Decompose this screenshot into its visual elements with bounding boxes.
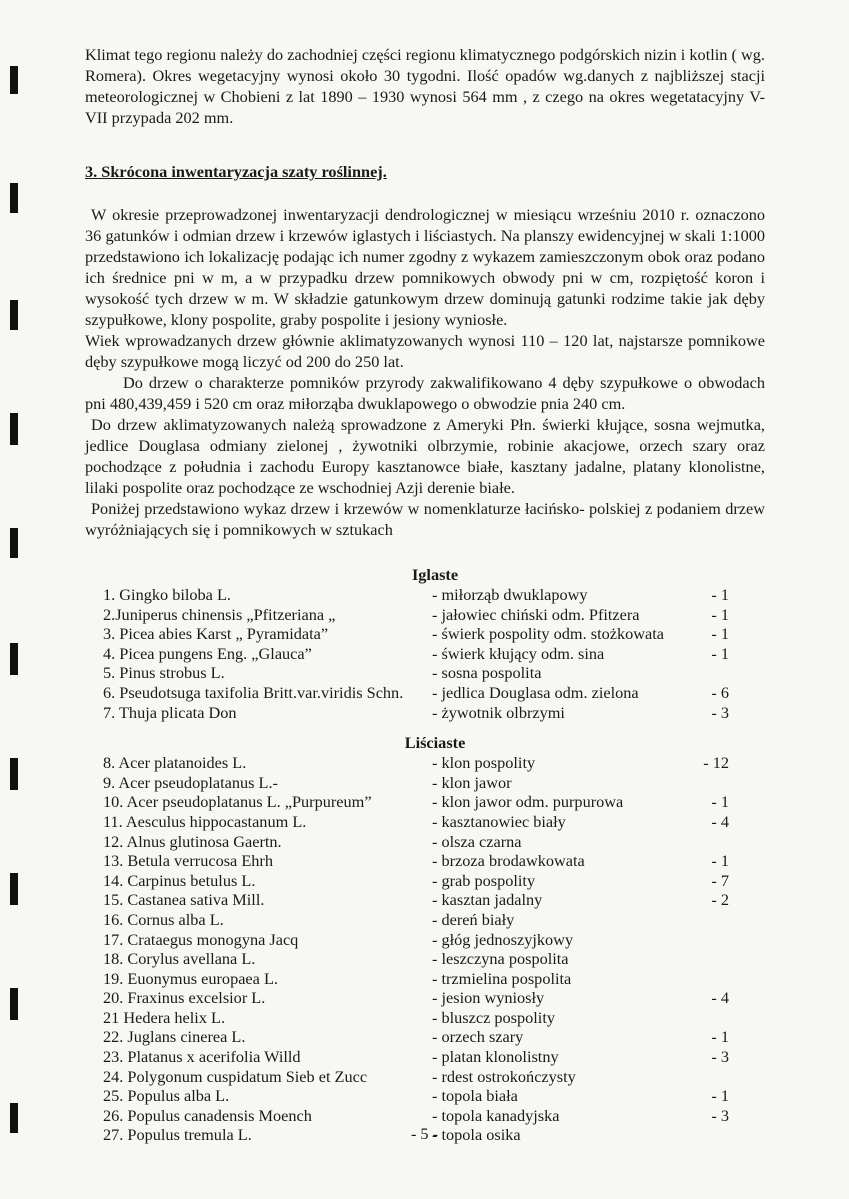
polish-name: - miłorząb dwuklapowy: [432, 585, 588, 604]
polish-name: - orzech szary: [432, 1027, 524, 1047]
polish-name: - olsza czarna: [432, 831, 522, 851]
polish-name: - klon pospolity: [432, 753, 536, 773]
list-item: [85, 910, 765, 930]
latin-name: 18. Corylus avellana L.: [103, 949, 256, 969]
list-item: [85, 871, 765, 891]
latin-name: 21 Hedera helix L.: [103, 1007, 226, 1027]
tree-count: - 1: [711, 585, 729, 604]
list-item: [85, 663, 765, 683]
tree-count: - 3: [711, 1105, 729, 1125]
tree-count: - 4: [711, 811, 729, 831]
document-page: [85, 44, 765, 1145]
list-item: [85, 1086, 765, 1106]
polish-name: - klon jawor: [432, 772, 512, 792]
tree-count: - 12: [703, 753, 729, 773]
polish-name: - dereń biały: [432, 909, 515, 929]
polish-name: - żywotnik olbrzymi: [432, 702, 565, 722]
latin-name: 12. Alnus glutinosa Gaertn.: [103, 831, 282, 851]
polish-name: - świerk kłujący odm. sina: [432, 643, 605, 663]
list-item: [85, 832, 765, 852]
latin-name: 25. Populus alba L.: [103, 1086, 230, 1106]
list-item: [85, 585, 765, 605]
list-intro-paragraph: Poniżej przedstawiono wykaz drzew i krzewów w nomenklaturze łacińsko- polskiej z podaniem drzew wyróżniających się i pomnikowych w sztukach: [85, 499, 765, 539]
list-item: [85, 1008, 765, 1028]
binder-mark: [10, 988, 18, 1020]
tree-count: - 1: [711, 1027, 729, 1047]
latin-name: 3. Picea abies Karst „ Pyramidata”: [103, 624, 329, 644]
list-item: [85, 683, 765, 703]
binder-mark: [10, 183, 18, 213]
latin-name: 9. Acer pseudoplatanus L.-: [103, 772, 278, 792]
latin-name: 14. Carpinus betulus L.: [103, 870, 256, 890]
latin-name: 17. Crataegus monogyna Jacq: [103, 929, 299, 949]
latin-name: 22. Juglans cinerea L.: [103, 1027, 246, 1047]
latin-name: 2.Juniperus chinensis „Pfitzeriana „: [103, 604, 336, 624]
list-item: [85, 969, 765, 989]
list-item: [85, 1047, 765, 1067]
deciduous-title: Liściaste: [404, 733, 466, 753]
tree-count: - 3: [711, 1047, 729, 1067]
latin-name: 23. Platanus x acerifolia Willd: [103, 1047, 301, 1067]
latin-name: 15. Castanea sativa Mill.: [103, 890, 265, 910]
polish-name: - grab pospolity: [432, 870, 536, 890]
latin-name: 4. Picea pungens Eng. „Glauca”: [103, 643, 312, 663]
tree-count: - 1: [711, 624, 729, 644]
polish-name: - głóg jednoszyjkowy: [432, 929, 574, 949]
latin-name: 8. Acer platanoides L.: [103, 753, 247, 773]
tree-count: - 1: [711, 604, 729, 624]
monuments-paragraph: Do drzew o charakterze pomników przyrody zakwalifikowano 4 dęby szypułkowe o obwodach pni 480,439,459 i 520 cm oraz miłorząba dwuklapowego o obwodzie pnia 240 cm.: [85, 373, 765, 413]
polish-name: - trzmielina pospolita: [432, 968, 572, 988]
list-item: [85, 624, 765, 644]
list-item: [85, 644, 765, 664]
latin-name: 11. Aesculus hippocastanum L.: [103, 811, 307, 831]
latin-name: 1. Gingko biloba L.: [103, 585, 231, 604]
binder-mark: [10, 66, 18, 94]
list-item: [85, 753, 765, 773]
polish-name: - kasztanowiec biały: [432, 811, 566, 831]
polish-name: - kasztan jadalny: [432, 890, 543, 910]
conifers-list: [85, 585, 765, 722]
list-item: [85, 605, 765, 625]
latin-name: 7. Thuja plicata Don: [103, 702, 237, 722]
list-item: [85, 930, 765, 950]
binder-mark: [10, 873, 18, 905]
page-number: - 5 -: [410, 1124, 439, 1143]
latin-name: 27. Populus tremula L.: [103, 1125, 252, 1145]
tree-count: - 1: [711, 851, 729, 871]
climate-paragraph: Klimat tego regionu należy do zachodniej części regionu klimatycznego podgórskich nizin i kotlin ( wg. Romera). Okres wegetacyjny wynosi około 30 tygodni. Ilość opadów wg.danych z najbliższej stacji meteorologicznej w Chobieni z lat 1890 – 1930 wynosi 564 mm , z czego na okres wegetatacyjny V- VII przypada 202 mm.: [85, 45, 765, 127]
conifers-title: Iglaste: [411, 565, 459, 584]
polish-name: - topola osika: [432, 1125, 521, 1145]
polish-name: - platan klonolistny: [432, 1047, 559, 1067]
latin-name: 20. Fraxinus excelsior L.: [103, 988, 266, 1008]
latin-name: 16. Cornus alba L.: [103, 909, 224, 929]
polish-name: - jesion wyniosły: [432, 988, 545, 1008]
list-item: [85, 703, 765, 723]
list-item: [85, 812, 765, 832]
binder-mark: [10, 300, 18, 330]
list-item: [85, 949, 765, 969]
polish-name: - jałowiec chiński odm. Pfitzera: [432, 604, 640, 624]
tree-count: - 1: [711, 643, 729, 663]
latin-name: 24. Polygonum cuspidatum Sieb et Zucc: [103, 1066, 368, 1086]
age-paragraph: Wiek wprowadzanych drzew głównie aklimatyzowanych wynosi 110 – 120 lat, najstarsze pomnikowe dęby szypułkowe mogą liczyć od 200 do 250 lat.: [85, 331, 765, 371]
polish-name: - bluszcz pospolity: [432, 1007, 555, 1027]
tree-count: - 7: [711, 870, 729, 890]
polish-name: - topola kanadyjska: [432, 1105, 560, 1125]
binder-mark: [10, 643, 18, 675]
deciduous-list: [85, 753, 765, 1145]
polish-name: - sosna pospolita: [432, 663, 542, 683]
latin-name: 5. Pinus strobus L.: [103, 663, 225, 683]
latin-name: 19. Euonymus europaea L.: [103, 968, 278, 988]
list-item: [85, 1027, 765, 1047]
tree-count: - 3: [711, 702, 729, 722]
list-item: [85, 1067, 765, 1087]
latin-name: 13. Betula verrucosa Ehrh: [103, 851, 273, 871]
list-item: [85, 851, 765, 871]
tree-count: - 1: [711, 792, 729, 812]
latin-name: 26. Populus canadensis Moench: [103, 1105, 312, 1125]
list-item: [85, 890, 765, 910]
tree-count: - 2: [711, 890, 729, 910]
binder-mark: [10, 528, 18, 558]
acclimatized-paragraph: Do drzew aklimatyzowanych należą sprowadzone z Ameryki Płn. świerki kłujące, sosna wejmutka, jedlice Douglasa odmiany zielonej , żywotniki olbrzymie, robinie akacjowe, orzech szary oraz pochodzące z południa i zachodu Europy kasztanowce białe, kasztany jadalne, platany klonolistne, lilaki pospolite oraz pochodzące ze wschodniej Azji derenie białe.: [85, 415, 765, 497]
section-heading: 3. Skrócona inwentaryzacja szaty roślinnej.: [85, 162, 387, 181]
latin-name: 10. Acer pseudoplatanus L. „Purpureum”: [103, 792, 372, 812]
polish-name: - klon jawor odm. purpurowa: [432, 792, 624, 812]
list-item: [85, 792, 765, 812]
list-item: [85, 773, 765, 793]
polish-name: - topola biała: [432, 1086, 518, 1106]
polish-name: - świerk pospolity odm. stożkowata: [432, 624, 664, 644]
binder-mark: [10, 758, 18, 790]
polish-name: - rdest ostrokończysty: [432, 1066, 576, 1086]
polish-name: - leszczyna pospolita: [432, 949, 569, 969]
tree-count: - 6: [711, 682, 729, 702]
tree-count: - 4: [711, 988, 729, 1008]
list-item: [85, 1106, 765, 1126]
inventory-paragraph: W okresie przeprowadzonej inwentaryzacji dendrologicznej w miesiącu wrześniu 2010 r. oznaczono 36 gatunków i odmian drzew i krzewów iglastych i liściastych. Na planszy ewidencyjnej w skali 1:1000 przedstawiono ich lokalizację podając ich numer zgodny z wykazem zamieszczonym obok oraz podano ich średnice pni w m, a w przypadku drzew pomnikowych obwody pni w cm, rozpiętość koron i wysokość tych drzew w m. W składzie gatunkowym drzew dominują gatunki rodzime takie jak dęby szypułkowe, klony pospolite, graby pospolite i jesiony wyniosłe.: [85, 205, 765, 329]
polish-name: - brzoza brodawkowata: [432, 851, 585, 871]
latin-name: 6. Pseudotsuga taxifolia Britt.var.viridis Schn.: [103, 682, 404, 702]
tree-count: - 1: [711, 1086, 729, 1106]
list-item: [85, 988, 765, 1008]
binder-mark: [10, 413, 18, 445]
polish-name: - jedlica Douglasa odm. zielona: [432, 682, 639, 702]
